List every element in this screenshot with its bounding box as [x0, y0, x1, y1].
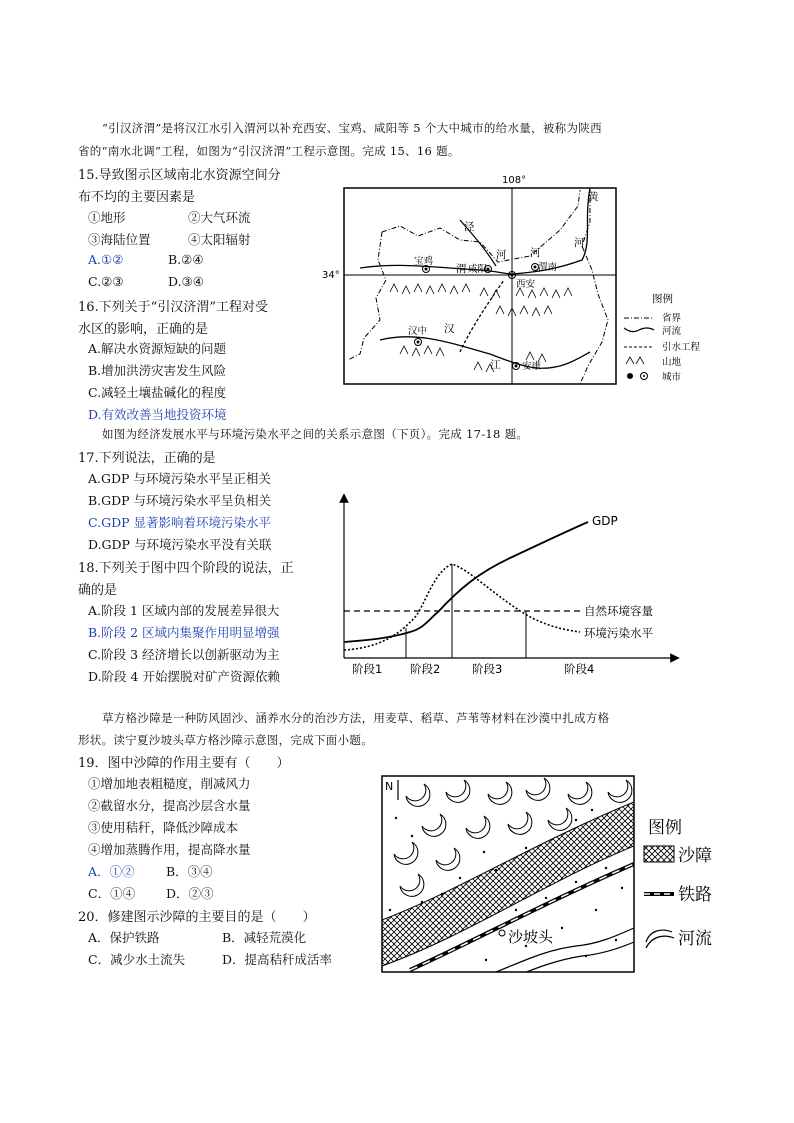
legend-mountain-symbol — [626, 357, 644, 364]
q15-item-4: ④太阳辐射 — [188, 232, 251, 247]
stage-1-label: 阶段1 — [352, 662, 383, 676]
q19-item-1: ①增加地表粗糙度，削减风力 — [88, 776, 251, 791]
label-han: 汉 — [444, 323, 455, 335]
q15-item-2: ②大气环流 — [188, 210, 251, 225]
q19-option-c[interactable]: C．①④ — [88, 886, 136, 901]
label-hanzhong: 汉中 — [408, 326, 428, 337]
capacity-label: 自然环境容量 — [584, 604, 653, 618]
label-wei: 渭 — [456, 263, 467, 275]
shapotou-label: 沙坡头 — [508, 928, 554, 946]
intro-line-1: “引汉济渭”是将汉江水引入渭河以补充西安、宝鸡、咸阳等 5 个大中城市的给水量，被称为陕西 — [102, 121, 602, 135]
q15-option-d[interactable]: D.③④ — [168, 274, 204, 289]
legend2-title: 图例 — [648, 818, 682, 838]
q18-option-d[interactable]: D.阶段 4 开始摆脱对矿产资源依赖 — [88, 669, 280, 684]
label-huang: 黄 — [588, 191, 599, 203]
q20-option-d[interactable]: D．提高秸秆成活率 — [222, 952, 333, 967]
map2-legend — [644, 818, 712, 949]
q20-option-b[interactable]: B．减轻荒漠化 — [222, 930, 307, 945]
q16-stem-2: 水区的影响，正确的是 — [78, 322, 209, 337]
q15-option-c[interactable]: C.②③ — [88, 274, 124, 289]
q15-option-a[interactable]: A.①② — [88, 252, 124, 267]
q16-option-a[interactable]: A.解决水资源短缺的问题 — [88, 341, 227, 356]
yinhan-jiwei-map — [320, 170, 720, 390]
q17-option-b[interactable]: B.GDP 与环境污染水平呈负相关 — [88, 493, 272, 508]
legend-mountain: 山地 — [662, 357, 682, 368]
label-he2: 河 — [496, 249, 507, 261]
intro-line-2: 省的“南水北调”工程，如图为“引汉济渭”工程示意图。完成 15、16 题。 — [78, 144, 460, 158]
map1-legend — [624, 292, 701, 383]
q16-option-c[interactable]: C.减轻土壤盐碱化的程度 — [88, 385, 227, 400]
q15-stem-2: 布不均的主要因素是 — [78, 190, 196, 205]
q20-option-a[interactable]: A．保护铁路 — [88, 930, 160, 945]
label-weinan: 渭南 — [538, 262, 558, 273]
q19-item-4: ④增加蒸腾作用，提高降水量 — [88, 842, 251, 857]
q19-option-a[interactable]: A．①② — [88, 864, 135, 879]
lon-label: 108° — [502, 175, 527, 186]
q19-option-d[interactable]: D．②③ — [166, 886, 214, 901]
legend-title: 图例 — [652, 293, 673, 305]
q20-option-c[interactable]: C．减少水土流失 — [88, 952, 186, 967]
label-jing: 泾 — [464, 221, 475, 233]
label-baoji: 宝鸡 — [414, 256, 434, 267]
q20-stem: 20．修建图示沙障的主要目的是（ ） — [78, 910, 316, 925]
stage-4-label: 阶段4 — [564, 662, 595, 676]
q17-option-c[interactable]: C.GDP 显著影响着环境污染水平 — [88, 515, 271, 530]
q18-stem-2: 确的是 — [78, 583, 118, 598]
label-jiang: 江 — [490, 359, 501, 371]
q17-option-d[interactable]: D.GDP 与环境污染水平没有关联 — [88, 537, 272, 552]
shapotou-point — [499, 930, 505, 936]
legend-city-dot — [627, 373, 633, 379]
legend2-river: 河流 — [678, 929, 712, 949]
legend-river-symbol — [624, 328, 654, 332]
label-xianyang: 咸阳 — [468, 264, 488, 275]
legend2-river-symbol — [646, 930, 674, 948]
q16-stem-1: 16.下列关于“引汉济渭”工程对受 — [78, 300, 268, 315]
q19-item-3: ③使用秸秆，降低沙障成本 — [88, 820, 239, 835]
gdp-pollution-chart — [330, 492, 680, 682]
q18-option-b[interactable]: B.阶段 2 区域内集聚作用明显增强 — [88, 625, 280, 640]
q15-stem-1: 15.导致图示区域南北水资源空间分 — [78, 168, 281, 183]
label-ankang: 安康 — [522, 361, 542, 372]
legend-project: 引水工程 — [662, 342, 701, 353]
q18-stem-1: 18.下列关于图中四个阶段的说法，正 — [78, 561, 294, 576]
water-transfer-line — [460, 280, 504, 352]
province-border — [348, 188, 608, 384]
stage-2-label: 阶段2 — [410, 662, 441, 676]
q18-option-a[interactable]: A.阶段 1 区域内部的发展差异很大 — [88, 603, 280, 618]
legend2-barrier-symbol — [644, 846, 674, 862]
q19-stem: 19．图中沙障的作用主要有（ ） — [78, 756, 290, 771]
gdp-label: GDP — [592, 514, 618, 528]
q16-option-b[interactable]: B.增加洪涝灾害发生风险 — [88, 363, 227, 378]
intro2: 如图为经济发展水平与环境污染水平之间的关系示意图（下页）。完成 17-18 题。 — [102, 427, 529, 441]
q17-option-a[interactable]: A.GDP 与环境污染水平呈正相关 — [88, 471, 271, 486]
legend-river: 河流 — [662, 326, 682, 337]
intro3-line-2: 形状。读宁夏沙坡头草方格沙障示意图，完成下面小题。 — [78, 733, 373, 747]
yellow-river-bank-2 — [506, 942, 634, 980]
lat-label: 34° — [322, 270, 340, 281]
legend-border: 省界 — [662, 313, 682, 324]
q16-option-d[interactable]: D.有效改善当地投资环境 — [88, 407, 227, 422]
label-xian: 西安 — [516, 279, 536, 290]
q19-item-2: ②截留水分，提高沙层含水量 — [88, 798, 251, 813]
han-river — [380, 337, 590, 368]
q17-stem: 17.下列说法，正确的是 — [78, 451, 216, 466]
q15-item-3: ③海陆位置 — [88, 232, 151, 247]
label-he3: 河 — [530, 247, 541, 259]
q15-option-b[interactable]: B.②④ — [168, 252, 204, 267]
shapotou-map — [376, 770, 721, 980]
q15-item-1: ①地形 — [88, 210, 126, 225]
gdp-line — [344, 522, 588, 642]
intro3-line-1: 草方格沙障是一种防风固沙、涵养水分的治沙方法，用麦草、稻草、芦苇等材料在沙漠中扎成方格 — [102, 711, 610, 725]
pollution-label: 环境污染水平 — [584, 626, 653, 640]
label-he1: 河 — [574, 237, 585, 249]
legend2-barrier: 沙障 — [678, 846, 712, 866]
legend-city: 城市 — [662, 372, 682, 383]
stage-3-label: 阶段3 — [472, 662, 503, 676]
legend2-railway: 铁路 — [678, 885, 712, 905]
map-frame — [344, 188, 616, 384]
north-label: N — [385, 780, 394, 793]
pollution-line — [344, 564, 580, 650]
q19-option-b[interactable]: B．③④ — [166, 864, 213, 879]
q18-option-c[interactable]: C.阶段 3 经济增长以创新驱动为主 — [88, 647, 280, 662]
